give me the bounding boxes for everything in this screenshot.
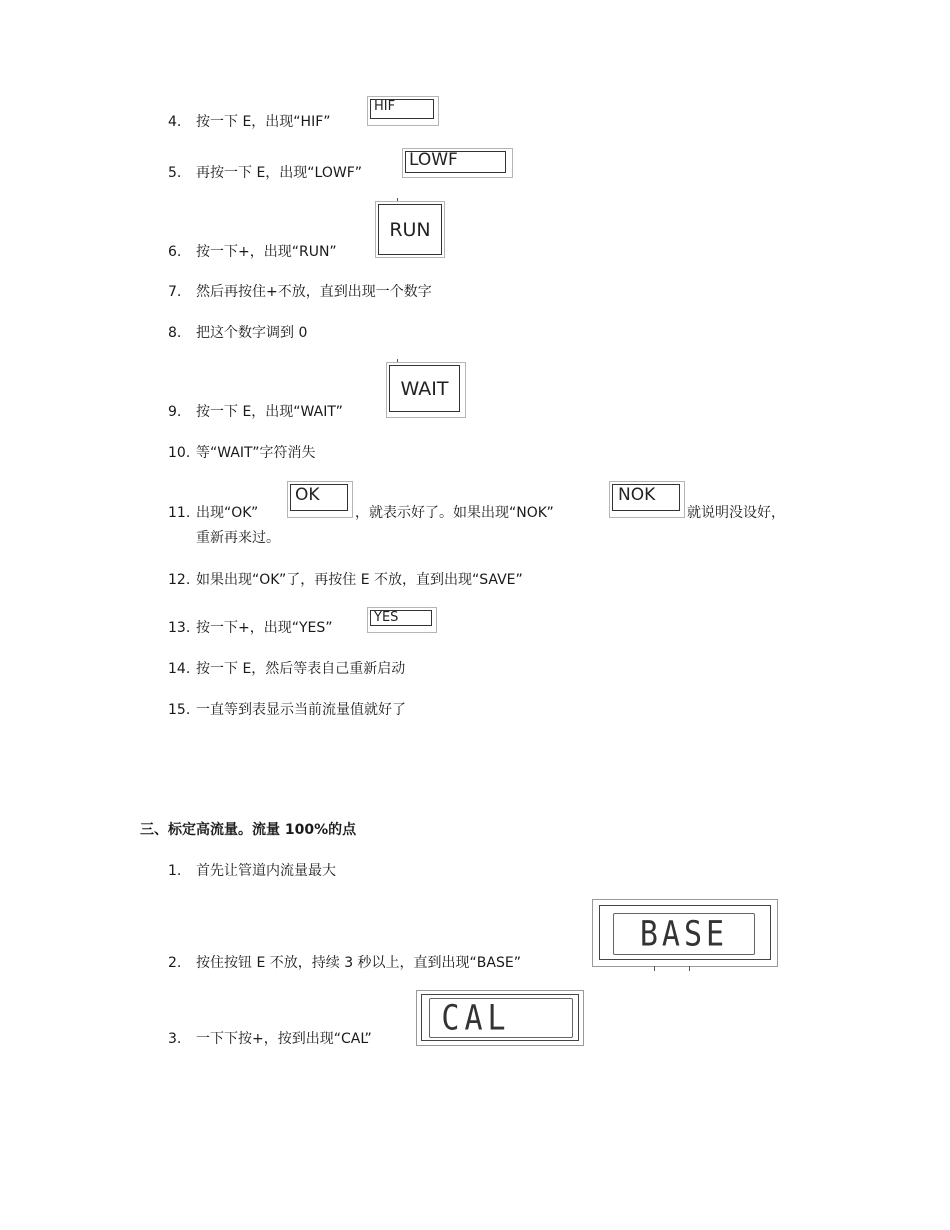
lcd-display-text: NOK [612, 484, 680, 511]
step-text: 按一下+，出现“RUN” [196, 244, 337, 260]
display-tick [689, 966, 690, 971]
segment-display-image [416, 990, 584, 1046]
lcd-display-image [386, 362, 466, 418]
list-item [168, 1029, 372, 1049]
lcd-display-text: OK [290, 484, 348, 511]
list-item [168, 618, 333, 638]
list-item [168, 953, 521, 973]
step-text: 按住按钮 E 不放，持续 3 秒以上，直到出现“BASE” [196, 955, 521, 971]
step-number: 12. [168, 572, 191, 588]
step-text: 把这个数字调到 0 [196, 325, 308, 341]
list-item [168, 659, 405, 679]
step-text: 再按一下 E，出现“LOWF” [196, 165, 363, 181]
step-number: 2. [168, 955, 182, 971]
step-text: 按一下+，出现“YES” [196, 620, 333, 636]
step-number: 10. [168, 445, 191, 461]
list-item [168, 861, 336, 881]
list-item [168, 503, 258, 523]
lcd-display-text: YES [370, 610, 432, 626]
lcd-display-text: RUN [378, 204, 442, 255]
lcd-display-text: WAIT [389, 365, 460, 412]
segment-display-text: BASE [639, 913, 729, 955]
display-tick [654, 966, 655, 971]
step-text: 等“WAIT”字符消失 [196, 445, 316, 461]
step-text: 重新再来过。 [196, 530, 280, 546]
step-number: 13. [168, 620, 191, 636]
list-item [168, 700, 406, 720]
display-window [613, 913, 755, 955]
step-text: ，就表示好了。如果出现“NOK” [355, 505, 554, 521]
step-number: 14. [168, 661, 191, 677]
step-number: 8. [168, 325, 182, 341]
lcd-display-image [367, 607, 437, 633]
step-text: 首先让管道内流量最大 [196, 863, 336, 879]
step-text: 按一下 E，出现“WAIT” [196, 404, 343, 420]
step-text: 按一下 E，出现“HIF” [196, 114, 331, 130]
lcd-display-image [609, 481, 685, 518]
list-item [168, 242, 337, 262]
lcd-display-image [375, 201, 445, 258]
step-number: 4. [168, 114, 182, 130]
lcd-display-image [402, 148, 513, 178]
list-item [168, 323, 307, 343]
lcd-display-text: HIF [370, 99, 434, 119]
step-text: 一直等到表显示当前流量值就好了 [196, 702, 406, 718]
list-item [168, 163, 362, 183]
segment-display-image [592, 899, 778, 967]
list-item [168, 570, 523, 590]
step-text-continued [355, 503, 554, 523]
step-number: 5. [168, 165, 182, 181]
step-text-continued [687, 503, 785, 523]
step-text-wrapped [196, 528, 280, 548]
step-text: 然后再按住+不放，直到出现一个数字 [196, 284, 432, 300]
lcd-display-image [287, 481, 353, 518]
list-item [168, 402, 343, 422]
step-text: 就说明没设好， [687, 505, 785, 521]
step-text: 按一下 E，然后等表自己重新启动 [196, 661, 406, 677]
step-number: 6. [168, 244, 182, 260]
step-number: 9. [168, 404, 182, 420]
step-text: 出现“OK” [196, 505, 259, 521]
display-window [429, 998, 573, 1038]
list-item [168, 112, 331, 132]
step-number: 11. [168, 505, 191, 521]
lcd-display-text: LOWF [405, 151, 506, 173]
list-item [168, 443, 316, 463]
step-text: 一下下按+，按到出现“CAL” [196, 1031, 372, 1047]
step-number: 15. [168, 702, 191, 718]
section-heading: 三、标定高流量。流量 100%的点 [140, 822, 357, 838]
list-item [168, 282, 432, 302]
step-number: 7. [168, 284, 182, 300]
lcd-display-image [367, 96, 439, 126]
step-number: 1. [168, 863, 182, 879]
step-text: 如果出现“OK”了，再按住 E 不放，直到出现“SAVE” [196, 572, 523, 588]
segment-display-text: CAL [441, 997, 511, 1039]
step-number: 3. [168, 1031, 182, 1047]
